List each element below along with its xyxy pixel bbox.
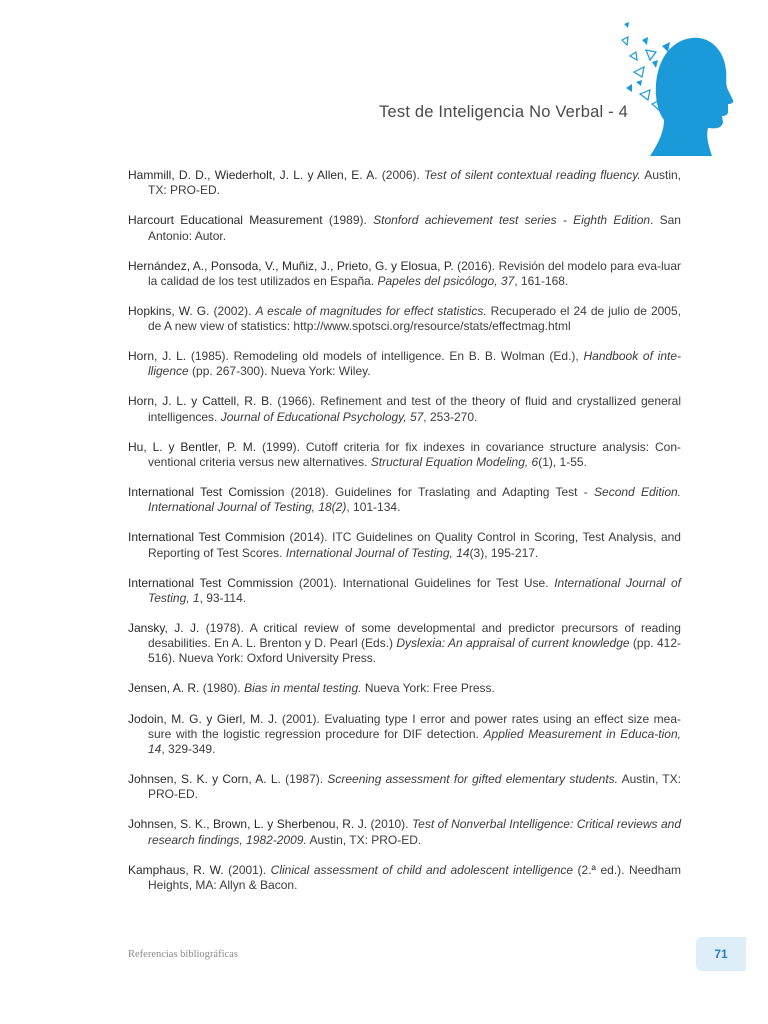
reference-item	[128, 530, 681, 560]
reference-author: Harcourt Educational Measurement	[128, 213, 323, 228]
reference-item	[128, 213, 681, 243]
reference-item	[128, 863, 681, 893]
reference-text: . San Antonio: Autor.	[148, 213, 681, 243]
reference-item	[128, 485, 681, 515]
footer-section-label: Referencias bibliográficas	[128, 949, 238, 960]
reference-item	[128, 168, 681, 198]
reference-text: Recuperado el 24 de julio de 2005, de A new view of statistics: http://www.spotsci.org/resource/stats/effectmag.html	[148, 303, 681, 334]
reference-author: Jensen, A. R.	[128, 681, 200, 696]
reference-text: , 329-349.	[161, 741, 216, 756]
reference-text: Austin, TX: PRO-ED.	[306, 832, 422, 847]
head-profile-icon	[612, 18, 738, 160]
reference-item	[128, 817, 681, 847]
reference-item	[128, 712, 681, 758]
reference-title: Test of silent contextual reading fluency.	[424, 168, 641, 182]
reference-title: Screening assessment for gifted elementary students.	[327, 772, 619, 787]
reference-item	[128, 681, 681, 696]
reference-item	[128, 440, 681, 470]
page-header-title: Test de Inteligencia No Verbal - 4	[379, 103, 628, 121]
reference-title: Journal of Educational Psychology, 57	[220, 409, 424, 424]
reference-author: International Test Commision	[128, 530, 285, 545]
reference-title: Structural Equation Modeling, 6	[370, 454, 539, 469]
reference-text: Austin, TX: PRO-ED.	[148, 168, 681, 198]
reference-item	[128, 349, 681, 379]
reference-text: (1978). A critical review of some developmental and predictor precursors of reading desabilities. En A. L. Brenton y D. Pearl (Eds.)	[148, 620, 681, 651]
reference-author: Horn, J. L.	[128, 349, 187, 364]
reference-title: International Journal of Testing, 14	[285, 545, 470, 560]
reference-author: Horn, J. L. y Cattell, R. B.	[128, 394, 273, 409]
reference-text: (2001).	[223, 862, 271, 877]
reference-text: (2.ª ed.). Needham Heights, MA: Allyn & Bacon.	[148, 862, 681, 892]
reference-title: Stonford achievement test series - Eighth Edition	[373, 213, 651, 228]
reference-item	[128, 576, 681, 606]
reference-author: International Test Commission	[128, 575, 294, 590]
reference-author: International Test Comission	[128, 485, 285, 500]
reference-text: (2001). Evaluating type I error and power rates using an effect size mea-sure with the logistic regression procedure for DIF detection.	[148, 711, 682, 741]
reference-item	[128, 394, 681, 424]
reference-item	[128, 772, 681, 802]
reference-author: Kamphaus, R. W.	[128, 862, 224, 877]
reference-text: (1989).	[322, 213, 374, 228]
reference-title: A escale of magnitudes for effect statistics.	[255, 303, 487, 318]
reference-item	[128, 304, 681, 334]
reference-text: (2001). International Guidelines for Test Use.	[293, 575, 555, 590]
reference-author: Hu, L. y Bentler, P. M.	[128, 439, 257, 454]
reference-text: (2016). Revisión del modelo para eva-luar la calidad de los test utilizados en España.	[148, 258, 681, 288]
reference-text: , 253-270.	[423, 409, 478, 424]
reference-text: (2010).	[367, 817, 412, 832]
reference-item	[128, 259, 681, 289]
reference-text: (1966). Refinement and test of the theory of fluid and crystallized general intelligences.	[148, 394, 681, 424]
reference-author: Johnsen, S. K., Brown, L. y Sherbenou, R. J.	[128, 817, 368, 832]
reference-author: Hernández, A., Ponsoda, V., Muñiz, J., Prieto, G. y Elosua, P.	[128, 258, 454, 273]
reference-text: Nueva York: Free Press.	[361, 681, 495, 696]
reference-item	[128, 621, 681, 667]
reference-text: (2002).	[209, 303, 256, 318]
reference-author: Hammill, D. D., Wiederholt, J. L. y Allen, E. A.	[128, 168, 378, 182]
reference-text: (1999). Cutoff criteria for fix indexes in covariance structure analysis: Con-ventional criteria versus new alternatives.	[148, 439, 681, 469]
reference-text: (3), 195-217.	[469, 545, 539, 560]
reference-text: (1), 1-55.	[538, 454, 587, 469]
reference-title: International Journal of Testing, 1	[148, 575, 681, 605]
reference-title: Handbook of inte-lligence	[148, 349, 681, 379]
reference-title: Clinical assessment of child and adolescent intelligence	[270, 862, 574, 877]
reference-text: (2018). Guidelines for Traslating and Adapting Test -	[284, 485, 595, 500]
reference-title: Papeles del psicólogo, 37	[377, 273, 515, 288]
reference-text: (1985). Remodeling old models of intelligence. En B. B. Wolman (Ed.),	[186, 349, 584, 364]
reference-author: Johnsen, S. K. y Corn, A. L.	[128, 772, 281, 787]
reference-text: (1987).	[280, 772, 328, 787]
reference-title: Applied Measurement in Educa-tion, 14	[148, 726, 681, 756]
reference-author: Jodoin, M. G. y Gierl, M. J.	[128, 711, 278, 726]
reference-author: Jansky, J. J.	[128, 620, 200, 635]
reference-title: Test of Nonverbal Intelligence: Critical reviews and research findings, 1982-2009.	[148, 817, 681, 847]
reference-text: Austin, TX: PRO-ED.	[148, 772, 681, 802]
reference-author: Hopkins, W. G.	[128, 303, 210, 318]
reference-text: , 101-134.	[346, 500, 401, 515]
reference-title: Second Edition. International Journal of Testing, 18(2)	[148, 485, 682, 515]
reference-text: (2006).	[377, 168, 425, 182]
reference-text: , 93-114.	[199, 590, 247, 605]
reference-text: , 161-168.	[514, 273, 569, 288]
reference-title: Dyslexia: An appraisal of current knowledge	[396, 636, 630, 651]
reference-list	[128, 168, 681, 908]
reference-title: Bias in mental testing.	[244, 681, 362, 696]
reference-text: (pp. 267-300). Nueva York: Wiley.	[188, 364, 371, 379]
reference-text: (1980).	[199, 681, 245, 696]
page-number-badge: 71	[696, 937, 746, 971]
reference-text: (2014). ITC Guidelines on Quality Control in Scoring, Test Analysis, and Reporting of Test Scores.	[148, 530, 681, 560]
reference-text: (pp. 412-516). Nueva York: Oxford University Press.	[148, 636, 681, 666]
